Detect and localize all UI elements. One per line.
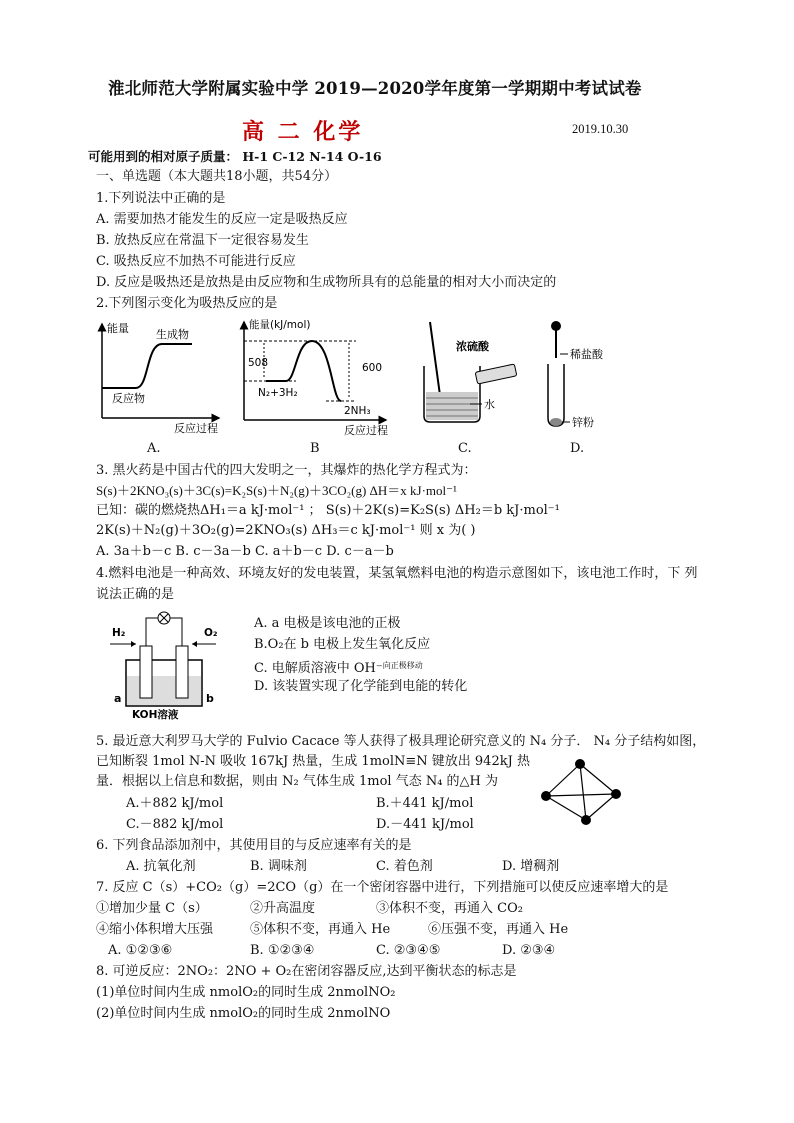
q1-stem: 1.下列说法中正确的是 <box>96 191 226 206</box>
right-energy-value: 600 <box>362 362 383 374</box>
q6-option-b: B. 调味剂 <box>250 859 307 874</box>
q5-option-c: C.－882 kJ/mol <box>126 817 224 832</box>
q3-stem: 3. 黑火药是中国古代的四大发明之一，其爆炸的热化学方程式为： <box>96 463 477 478</box>
q7-option-b: B. ①②③④ <box>250 943 315 958</box>
h2-label: H₂ <box>112 627 126 639</box>
q7-measure-5: ⑤体积不变，再通入 He <box>250 922 391 937</box>
q2-figure-a <box>94 318 224 438</box>
q5-stem-line-1: 5. 最近意大利罗马大学的 Fulvio Cacace 等人获得了极具理论研究意义的 N₄ 分子． N₄ 分子结构如图， <box>96 734 706 749</box>
q5-option-d: D.－441 kJ/mol <box>376 817 474 832</box>
q4-stem-line-1: 4.燃料电池是一种高效、环境友好的发电装置，某氢氧燃料电池的构造示意图如下，该电池工作时，下 列 <box>96 566 698 581</box>
q5-stem-line-2: 已知断裂 1mol N-N 吸收 167kJ 热量，生成 1molN≡N 键放出 942kJ 热 <box>96 754 530 769</box>
q6-option-d: D. 增稠剂 <box>502 859 560 874</box>
q2-stem: 2.下列图示变化为吸热反应的是 <box>96 296 278 311</box>
exam-date: 2019.10.30 <box>572 122 629 136</box>
q4-option-c-suffix: 向正极移动 <box>382 661 423 670</box>
left-energy-value: 508 <box>248 357 269 369</box>
q3-options: A. 3a＋b－c B. c－3a－b C. a＋b－c D. c－a－b <box>96 544 394 559</box>
n-atom-top <box>575 759 585 769</box>
q2-option-c-label: C. <box>458 441 472 456</box>
subject-heading: 高 二 化学 <box>242 119 364 145</box>
q3-equation-3: 2K(s)＋N₂(g)＋3O₂(g)=2KNO₃(s) ΔH₃＝c kJ·mol⁻¹ 则 x 为( ) <box>96 523 476 538</box>
q4-option-a: A. a 电极是该电池的正极 <box>254 616 401 631</box>
q2-figure-d <box>538 318 628 430</box>
q7-measure-6: ⑥压强不变，再通入 He <box>428 922 569 937</box>
q4-fuel-cell-figure <box>106 610 222 722</box>
q4-option-c: C. 电解质溶液中 OH⁻$^{向正极移动}$ <box>254 661 423 676</box>
q5-option-b: B.＋441 kJ/mol <box>376 796 474 811</box>
electrode-a <box>140 646 152 698</box>
y-axis-label: 能量 <box>107 322 129 335</box>
exam-title: 淮北师范大学附属实验中学 2019—2020学年度第一学期期中考试试卷 <box>108 79 642 98</box>
q7-measure-4: ④缩小体积增大压强 <box>96 922 214 937</box>
section-heading: 一、单选题（本大题共18小题，共54分） <box>96 169 338 184</box>
y-axis-label: 能量(kJ/mol) <box>249 319 311 331</box>
o2-label: O₂ <box>204 627 218 639</box>
q6-stem: 6. 下列食品添加剂中，其使用目的与反应速率有关的是 <box>96 838 412 853</box>
q4-option-d: D. 该装置实现了化学能到电能的转化 <box>254 679 468 694</box>
q7-option-d: D. ②③④ <box>502 943 556 958</box>
reactant-label: N₂+3H₂ <box>258 387 298 399</box>
q3-equation-1: S(s)＋2KNO₃(s)＋3C(s)=K₂S(s)＋N₂(g)＋3CO₂(g) ΔH＝x kJ·mol⁻¹ <box>96 483 457 498</box>
q4-stem-line-2: 说法正确的是 <box>96 587 175 602</box>
x-axis-label: 反应过程 <box>344 424 388 437</box>
q5-stem-line-3: 量．根据以上信息和数据，则由 N₂ 气体生成 1mol 气态 N₄ 的△H 为 <box>96 774 499 789</box>
x-axis-label: 反应过程 <box>174 422 218 435</box>
n-atom-right <box>611 789 621 799</box>
zinc-label: 锌粉 <box>572 416 594 429</box>
product-label: 生成物 <box>156 328 189 341</box>
q6-option-a: A. 抗氧化剂 <box>126 859 196 874</box>
q1-option-a: A. 需要加热才能发生的反应一定是吸热反应 <box>96 212 348 227</box>
q1-option-b: B. 放热反应在常温下一定很容易发生 <box>96 233 309 248</box>
q5-option-a: A.＋882 kJ/mol <box>126 796 224 811</box>
q2-option-d-label: D. <box>570 441 585 456</box>
q7-stem: 7. 反应 C（s）+CO₂（g）=2CO（g）在一个密闭容器中进行，下列措施可以使反应速率增大的是 <box>96 880 669 895</box>
q7-option-c: C. ②③④⑤ <box>376 943 441 958</box>
q6-option-c: C. 着色剂 <box>376 859 433 874</box>
atomic-masses: 可能用到的相对原子质量： H-1 C-12 N-14 O-16 <box>88 149 382 164</box>
energy-curve <box>102 344 192 388</box>
q8-statement-1: (1)单位时间内生成 nmolO₂的同时生成 2nmolNO₂ <box>96 985 396 1000</box>
test-tube <box>548 364 564 426</box>
electrode-b-label: b <box>206 692 214 705</box>
acid-label: 浓硫酸 <box>456 340 489 353</box>
q3-equation-2: 已知：碳的燃烧热ΔH₁＝a kJ·mol⁻¹ ； S(s)＋2K(s)=K₂S(s) ΔH₂＝b kJ·mol⁻¹ <box>96 503 560 518</box>
q7-measure-2: ②升高温度 <box>250 901 316 916</box>
dropper-bulb <box>551 321 561 331</box>
n4-molecule-figure <box>536 756 626 828</box>
q7-measure-1: ①增加少量 C（s） <box>96 901 208 916</box>
q8-stem: 8. 可逆反应：2NO₂：2NO + O₂在密闭容器反应,达到平衡状态的标志是 <box>96 964 517 979</box>
q7-option-a: A. ①②③⑥ <box>108 943 173 958</box>
q2-option-b-label: B <box>310 441 320 456</box>
n-atom-left <box>541 791 551 801</box>
q1-option-c: C. 吸热反应不加热不可能进行反应 <box>96 254 296 269</box>
q1-option-d: D. 反应是吸热还是放热是由反应物和生成物所具有的总能量的相对大小而决定的 <box>96 275 557 290</box>
electrode-a-label: a <box>114 692 122 705</box>
q8-statement-2: (2)单位时间内生成 nmolO₂的同时生成 2nmolNO <box>96 1006 391 1021</box>
zinc-powder <box>550 418 562 426</box>
acid-bottle <box>475 364 517 384</box>
electrode-b <box>176 646 188 698</box>
q7-measure-3: ③体积不变，再通入 CO₂ <box>376 901 523 916</box>
q4-option-b: B.O₂在 b 电极上发生氧化反应 <box>254 637 431 652</box>
water-label: 水 <box>484 398 495 411</box>
n-atom-bottom <box>581 815 591 825</box>
q2-option-a-label: A. <box>147 441 161 456</box>
reactant-label: 反应物 <box>112 392 145 405</box>
q2-figure-c <box>412 318 522 428</box>
electrolyte-label: KOH溶液 <box>132 709 179 721</box>
product-label: 2NH₃ <box>344 405 371 417</box>
q2-figure-b <box>236 316 396 440</box>
hcl-label: 稀盐酸 <box>570 348 603 361</box>
